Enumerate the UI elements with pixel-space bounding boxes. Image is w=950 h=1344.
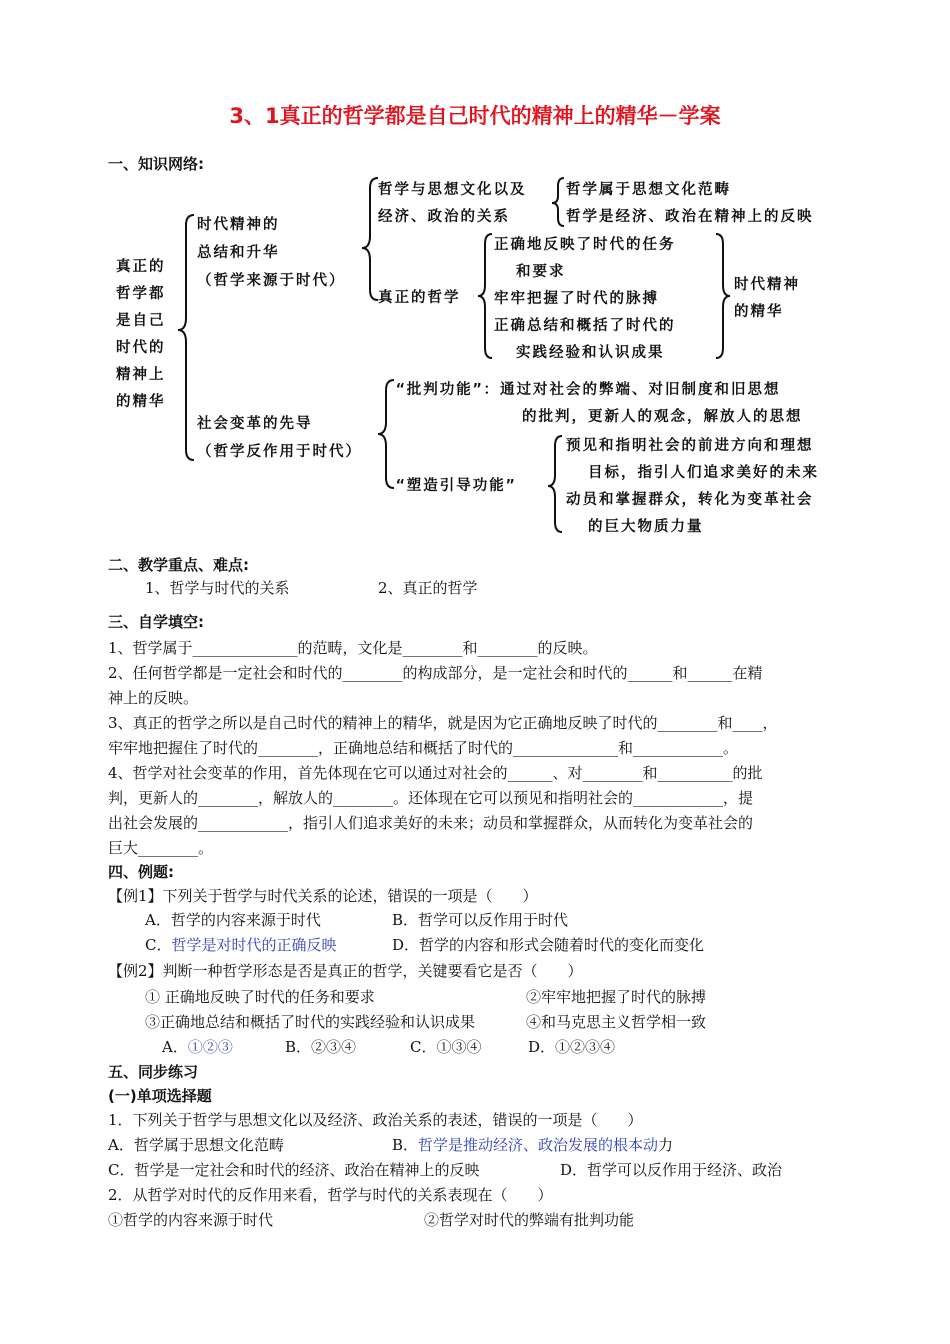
root-node: 真正的 哲学都 是自己 时代的 精神上 的精华 [116, 259, 166, 410]
true-philosophy-label: 真正的哲学 [378, 290, 461, 306]
example-2-item-4: ④和马克思主义哲学相一致 [526, 1013, 707, 1031]
example-2-option-c: C．①③④ [410, 1038, 482, 1056]
fill-line: 牢牢地把握住了时代的________，正确地总结和概括了时代的______________和____________。 [108, 739, 739, 757]
relation-label: 哲学与思想文化以及 经济、政治的关系 [378, 182, 527, 225]
branch-source-node: 时代精神的 总结和升华 （哲学来源于时代） [197, 217, 346, 289]
branch-reaction-node: 社会变革的先导 （哲学反作用于时代） [197, 416, 362, 460]
true-philosophy-items: 正确地反映了时代的任务 和要求 牢牢把握了时代的脉搏 正确总结和概括了时代的 实践经验和认识成果 [494, 237, 676, 361]
section-5-heading: 五、同步练习 [108, 1063, 199, 1081]
section-3-heading: 三、自学填空: [108, 613, 204, 631]
section-4-heading: 四、例题: [108, 863, 174, 881]
fill-line: 3、真正的哲学之所以是自己时代的精神上的精华，就是因为它正确地反映了时代的________和____， [108, 714, 778, 732]
example-1-stem: 【例1】下列关于哲学与时代关系的论述，错误的一项是（ ） [108, 887, 538, 905]
question-1-option-c: C．哲学是一定社会和时代的经济、政治在精神上的反映 [108, 1161, 480, 1179]
true-philosophy-result: 时代精神 的精华 [734, 277, 800, 320]
question-2-item-1: ①哲学的内容来源于时代 [108, 1211, 274, 1229]
fill-line: 巨大________。 [108, 839, 214, 857]
fill-line: 神上的反映。 [108, 689, 199, 707]
question-1-option-b: B．哲学是推动经济、政治发展的根本动力 [392, 1136, 674, 1154]
example-2-stem: 【例2】判断一种哲学形态是否是真正的哲学，关键要看它是否（ ） [108, 962, 583, 980]
section-5-subheading: (一)单项选择题 [108, 1087, 212, 1105]
key-point-2: 2、真正的哲学 [378, 579, 478, 597]
fill-line: 2、任何哲学都是一定社会和时代的________的构成部分，是一定社会和时代的______和______在精 [108, 664, 763, 682]
critic-function: “批判功能”：通过对社会的弊端、对旧制度和旧思想 的批判，更新人的观念，解放人的思想 [396, 382, 803, 425]
example-1-option-c: C．哲学是对时代的正确反映 [145, 936, 337, 954]
question-2-stem: 2．从哲学对时代的反作用来看，哲学与时代的关系表现在（ ） [108, 1186, 553, 1204]
question-1-option-a: A．哲学属于思想文化范畴 [108, 1136, 284, 1154]
fill-line: 判，更新人的________，解放人的________。还体现在它可以预见和指明社会的____________，提 [108, 789, 754, 807]
key-point-1: 1、哲学与时代的关系 [145, 579, 290, 597]
fill-in-blanks [108, 636, 778, 861]
example-2-item-2: ②牢牢地把握了时代的脉搏 [526, 988, 707, 1006]
question-2-item-2: ②哲学对时代的弊端有批判功能 [424, 1211, 635, 1229]
fill-line: 1、哲学属于______________的范畴，文化是________和________的反映。 [108, 639, 598, 657]
example-2-item-3: ③正确地总结和概括了时代的实践经验和认识成果 [145, 1013, 476, 1031]
question-1-stem: 1．下列关于哲学与思想文化以及经济、政治关系的表述，错误的一项是（ ） [108, 1111, 643, 1129]
fill-line: 出社会发展的____________，指引人们追求美好的未来；动员和掌握群众，从而转化为变革社会的 [108, 814, 754, 832]
page-title: 3、1真正的哲学都是自己时代的精神上的精华－学案 [229, 104, 721, 128]
section-2-heading: 二、教学重点、难点: [108, 556, 249, 574]
question-1-option-d: D．哲学可以反作用于经济、政治 [560, 1161, 783, 1179]
section-1-heading: 一、知识网络: [108, 155, 204, 173]
example-1-option-a: A．哲学的内容来源于时代 [145, 911, 321, 929]
relation-items: 哲学属于思想文化范畴 哲学是经济、政治在精神上的反映 [566, 182, 814, 225]
example-1-option-b: B．哲学可以反作用于时代 [392, 911, 569, 929]
fill-line: 4、哲学对社会变革的作用，首先体现在它可以通过对社会的______、对________和__________的批 [108, 764, 763, 782]
example-2-item-1: ① 正确地反映了时代的任务和要求 [145, 988, 375, 1006]
example-2-option-d: D．①②③④ [528, 1038, 616, 1056]
example-2-option-a: A．①②③ [162, 1038, 233, 1056]
example-2-option-b: B．②③④ [285, 1038, 357, 1056]
shape-function-items: 预见和指明社会的前进方向和理想 目标，指引人们追求美好的未来 动员和掌握群众，转化为变革社会 的巨大物质力量 [566, 438, 819, 535]
example-1-option-d: D．哲学的内容和形式会随着时代的变化而变化 [392, 936, 705, 954]
shape-function-label: “塑造引导功能” [396, 478, 517, 494]
